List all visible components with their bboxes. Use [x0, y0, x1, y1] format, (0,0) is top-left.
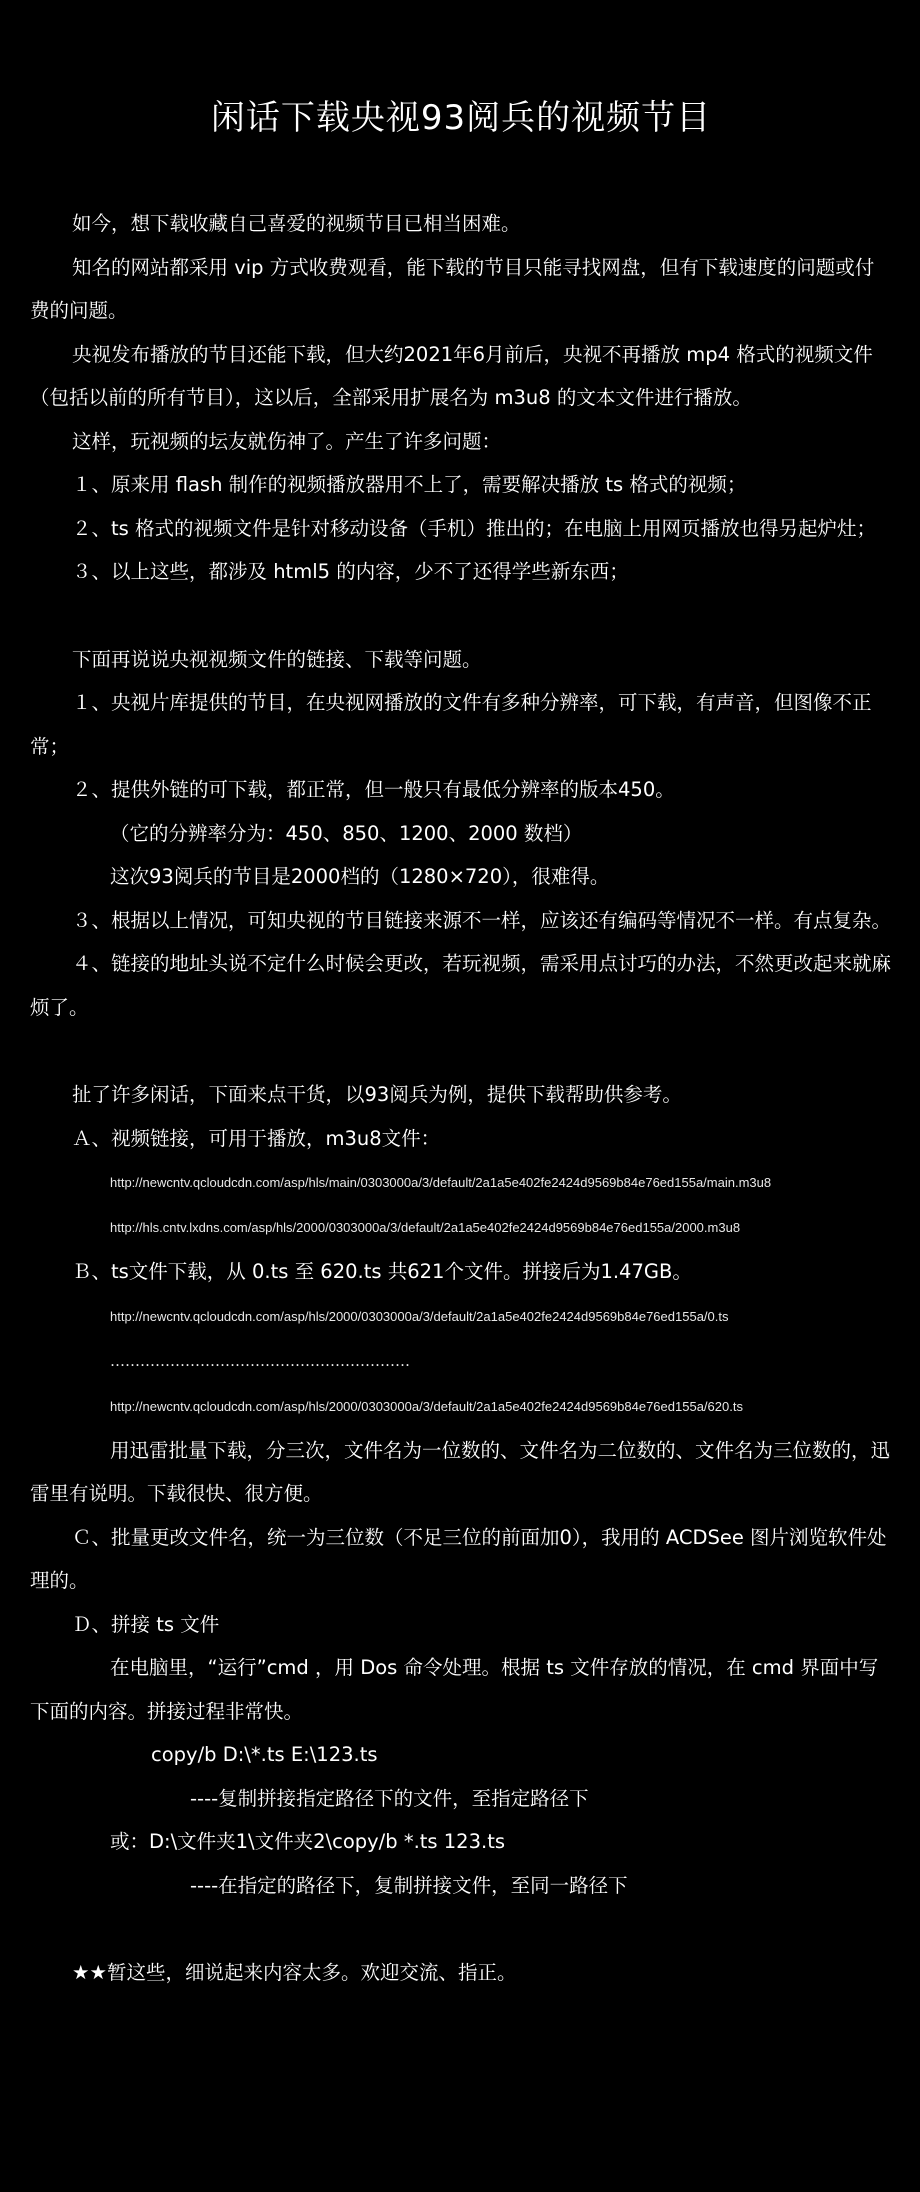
- section3-b-label: Ｂ、ts文件下载，从 0.ts 至 620.ts 共621个文件。拼接后为1.47GB。: [72, 1260, 692, 1283]
- intro-paragraph-2: 知名的网站都采用 vip 方式收费观看，能下载的节目只能寻找网盘，但有下载速度的问题或付费的问题。: [30, 255, 875, 322]
- page-title: 闲话下载央视93阅兵的视频节目: [210, 98, 712, 138]
- section3-lead: 扯了许多闲话，下面来点干货，以93阅兵为例，提供下载帮助供参考。: [72, 1083, 682, 1106]
- problem-item-1: １、原来用 flash 制作的视频播放器用不上了，需要解决播放 ts 格式的视频；: [72, 473, 747, 496]
- intro-paragraph-1: 如今，想下载收藏自己喜爱的视频节目已相当困难。: [72, 212, 521, 235]
- intro-paragraph-4: 这样，玩视频的坛友就伤神了。产生了许多问题：: [72, 429, 502, 453]
- ts-link-first[interactable]: http://newcntv.qcloudcdn.com/asp/hls/2000/0303000a/3/default/2a1a5e402fe2424d9569b84e76ed155a/0.ts: [110, 1308, 729, 1324]
- m3u8-link-main[interactable]: http://newcntv.qcloudcdn.com/asp/hls/main/0303000a/3/default/2a1a5e402fe2424d9569b84e76ed155a/main.m3u8: [110, 1175, 772, 1190]
- problem-item-3: ３、以上这些，都涉及 html5 的内容，少不了还得学些新东西；: [72, 560, 629, 583]
- m3u8-link-2000[interactable]: http://hls.cntv.lxdns.com/asp/hls/2000/0303000a/3/default/2a1a5e402fe2424d9569b84e76ed155a/2000.m3u8: [110, 1220, 741, 1235]
- ellipsis-line: ……………………………………………………: [110, 1351, 410, 1370]
- spacer: [30, 1907, 892, 1951]
- command-2-description: ----在指定的路径下，复制拼接文件，至同一路径下: [190, 1873, 628, 1897]
- section3-d-note: 在电脑里，“运行”cmd ，用 Dos 命令处理。根据 ts 文件存放的情况，在 cmd 界面中写下面的内容。拼接过程非常快。: [30, 1656, 879, 1723]
- intro-paragraph-3: 央视发布播放的节目还能下载，但大约2021年6月前后，央视不再播放 mp4 格式的视频文件（包括以前的所有节目），这以后，全部采用扩展名为 m3u8 的文本文件进行播放。: [30, 342, 873, 409]
- command-1-description: ----复制拼接指定路径下的文件，至指定路径下: [190, 1786, 589, 1810]
- section3-d-label: Ｄ、拼接 ts 文件: [72, 1612, 220, 1636]
- command-1: copy/b D:\*.ts E:\123.ts: [151, 1743, 378, 1766]
- section2-item-2-note-2: 这次93阅兵的节目是2000档的（1280×720），很难得。: [110, 865, 610, 888]
- command-2: 或：D:\文件夹1\文件夹2\copy/b *.ts 123.ts: [110, 1830, 505, 1853]
- closing-note: ★★暂这些，细说起来内容太多。欢迎交流、指正。: [72, 1961, 517, 1984]
- section2-lead: 下面再说说央视视频文件的链接、下载等问题。: [72, 647, 482, 671]
- section3-a-label: Ａ、视频链接，可用于播放，m3u8文件：: [72, 1126, 441, 1150]
- spacer: [30, 594, 892, 638]
- spacer: [30, 1029, 892, 1073]
- section2-item-2-note-1: （它的分辨率分为：450、850、1200、2000 数档）: [110, 821, 583, 845]
- problem-item-2: ２、ts 格式的视频文件是针对移动设备（手机）推出的；在电脑上用网页播放也得另起炉灶；: [72, 516, 877, 540]
- section2-item-2: ２、提供外链的可下载，都正常，但一般只有最低分辨率的版本450。: [72, 778, 675, 801]
- section2-item-4: ４、链接的地址头说不定什么时候会更改，若玩视频，需采用点讨巧的办法，不然更改起来就麻烦了。: [30, 952, 892, 1019]
- section2-item-1: １、央视片库提供的节目，在央视网播放的文件有多种分辨率，可下载，有声音，但图像不正常；: [30, 691, 872, 758]
- ts-link-last[interactable]: http://newcntv.qcloudcdn.com/asp/hls/2000/0303000a/3/default/2a1a5e402fe2424d9569b84e76ed155a/620.ts: [110, 1398, 743, 1414]
- section3-c-label: Ｃ、批量更改文件名，统一为三位数（不足三位的前面加0），我用的 ACDSee 图片浏览软件处理的。: [30, 1525, 887, 1592]
- section3-b-note: 用迅雷批量下载，分三次，文件名为一位数的、文件名为二位数的、文件名为三位数的，迅雷里有说明。下载很快、很方便。: [30, 1438, 891, 1505]
- article-body: [30, 202, 892, 1995]
- section2-item-3: ３、根据以上情况，可知央视的节目链接来源不一样，应该还有编码等情况不一样。有点复杂。: [72, 908, 892, 932]
